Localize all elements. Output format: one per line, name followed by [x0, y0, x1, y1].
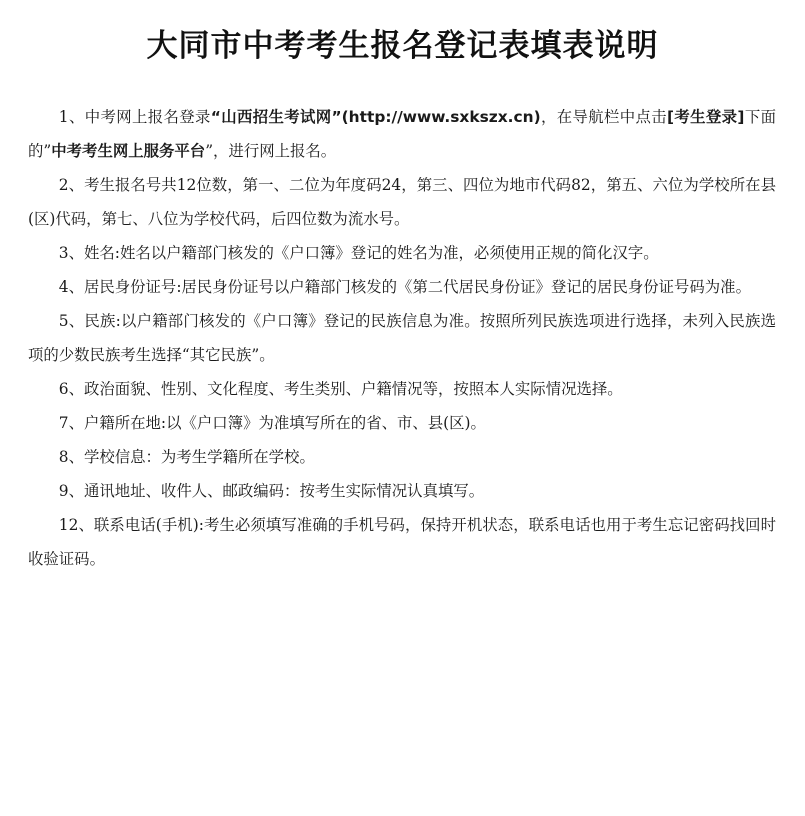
instruction-item-9: 9、通讯地址、收件人、邮政编码：按考生实际情况认真填写。 [58, 482, 485, 500]
instruction-item-5: 5、民族:以户籍部门核发的《户口簿》登记的民族信息为准。按照所列民族选项进行选择，未列入民族选项的少数民族考生选择“其它民族”。 [28, 312, 776, 364]
item-1-middle: ，在导航栏中点击 [540, 108, 668, 126]
instruction-item-3: 3、姓名:姓名以户籍部门核发的《户口簿》登记的姓名为准，必须使用正规的简化汉字。 [58, 244, 659, 262]
site-url: (http://www.sxkszx.cn) [341, 108, 541, 126]
instruction-item-12: 12、联系电话(手机):考生必须填写准确的手机号码，保持开机状态，联系电话也用于考生忘记密码找回时收验证码。 [28, 516, 776, 568]
instructions-body [28, 100, 776, 576]
instruction-item-1 [28, 100, 776, 168]
instruction-item-6: 6、政治面貌、性别、文化程度、考生类别、户籍情况等，按照本人实际情况选择。 [58, 380, 623, 398]
item-1-suffix: ”，进行网上报名。 [205, 142, 337, 160]
site-name: “山西招生考试网” [210, 108, 342, 126]
item-1-middle-2: 下面的” [28, 108, 776, 160]
page-title: 大同市中考考生报名登记表填表说明 [146, 28, 659, 64]
instruction-item-8: 8、学校信息：为考生学籍所在学校。 [58, 448, 315, 466]
instruction-item-7: 7、户籍所在地:以《户口簿》为准填写所在的省、市、县(区)。 [58, 414, 486, 432]
item-1-prefix: 1、中考网上报名登录 [58, 108, 211, 126]
instruction-item-2: 2、考生报名号共12位数，第一、二位为年度码24，第三、四位为地市代码82，第五、六位为学校所在县(区)代码，第七、八位为学校代码，后四位数为流水号。 [28, 176, 776, 228]
login-link-text: [考生登录] [667, 108, 745, 126]
instruction-item-4: 4、居民身份证号:居民身份证号以户籍部门核发的《第二代居民身份证》登记的居民身份证号码为准。 [58, 278, 751, 296]
platform-name: 中考考生网上服务平台 [51, 142, 206, 160]
